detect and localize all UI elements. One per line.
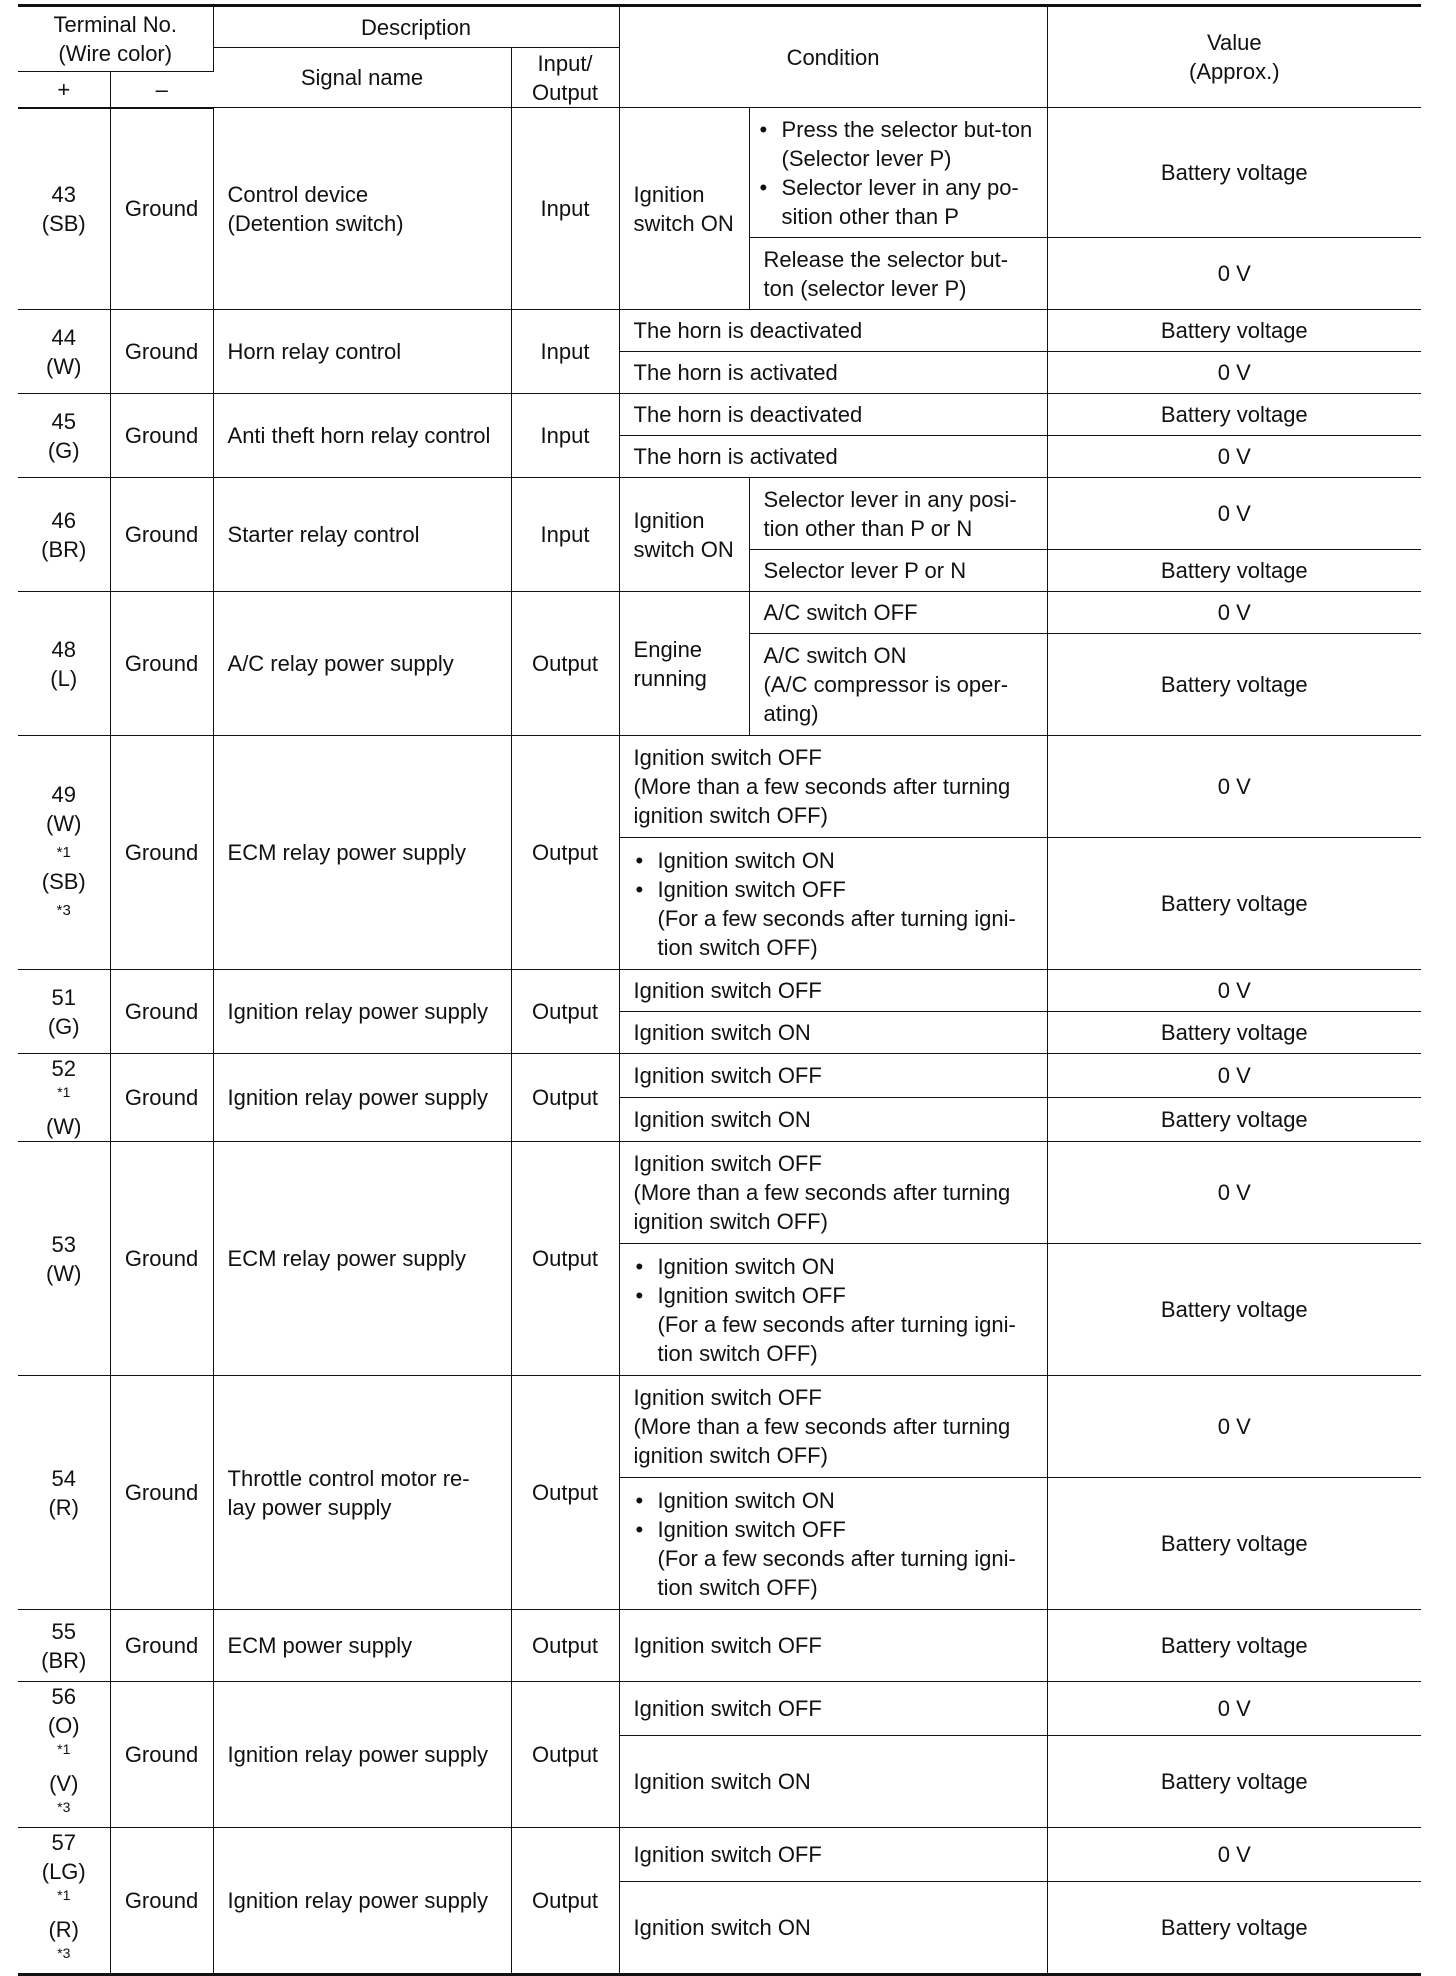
- value-cell: 0 V: [1047, 1054, 1421, 1098]
- condition-cell: Ignition switch OFF: [619, 970, 1047, 1012]
- value-cell: 0 V: [1047, 1828, 1421, 1882]
- bullet-item: • Ignition switch OFF: [658, 1281, 1041, 1310]
- bullet-item: • Ignition switch OFF: [658, 1515, 1041, 1544]
- bullet-item: • Ignition switch OFF: [658, 875, 1041, 904]
- signal-cell: Control device (Detention switch): [213, 108, 511, 310]
- table-row: [18, 1610, 1421, 1682]
- value-cell: Battery voltage: [1047, 1244, 1421, 1376]
- bullet-item: • Ignition switch ON: [658, 1486, 1041, 1515]
- header-signal-name: Signal name: [213, 48, 511, 108]
- value-cell: Battery voltage: [1047, 1012, 1421, 1054]
- signal-cell: Ignition relay power supply: [213, 1828, 511, 1975]
- condition-sub-cell: Selector lever in any posi- tion other than P or N: [749, 478, 1047, 550]
- io-cell: Input: [511, 108, 619, 310]
- signal-cell: Anti theft horn relay control: [213, 394, 511, 478]
- condition-cell: Ignition switch OFF: [619, 1610, 1047, 1682]
- condition-sub-cell: A/C switch ON (A/C compressor is oper- ating): [749, 634, 1047, 736]
- ground-cell: Ground: [110, 310, 213, 394]
- io-cell: Output: [511, 592, 619, 736]
- condition-sub-cell: Selector lever P or N: [749, 550, 1047, 592]
- terminal-cell: 45 (G): [18, 394, 110, 478]
- io-cell: Output: [511, 736, 619, 970]
- value-cell: 0 V: [1047, 736, 1421, 838]
- condition-cell: Ignition switch OFF: [619, 1054, 1047, 1098]
- terminal-cell: 43 (SB): [18, 108, 110, 310]
- terminal-table-sheet: [18, 4, 1421, 1976]
- value-cell: 0 V: [1047, 436, 1421, 478]
- header-value: Value (Approx.): [1047, 6, 1421, 108]
- signal-cell: ECM power supply: [213, 1610, 511, 1682]
- condition-sub-cell: [749, 108, 1047, 238]
- table-row: [18, 310, 1421, 352]
- value-cell: Battery voltage: [1047, 1098, 1421, 1142]
- bullet-item: • Press the selector but-ton (Selector lever P): [782, 115, 1041, 173]
- terminal-cell: 48 (L): [18, 592, 110, 736]
- condition-cell: Ignition switch ON: [619, 1735, 1047, 1827]
- terminal-cell: 52 $^{*1}$ (W): [18, 1054, 110, 1142]
- bullet-item: • Ignition switch ON: [658, 1252, 1041, 1281]
- ground-cell: Ground: [110, 394, 213, 478]
- value-cell: Battery voltage: [1047, 634, 1421, 736]
- value-cell: Battery voltage: [1047, 1610, 1421, 1682]
- value-cell: Battery voltage: [1047, 1478, 1421, 1610]
- terminal-cell: 57 (LG) $^{*1}$ (R) $^{*3}$: [18, 1828, 110, 1975]
- condition-main-cell: Ignition switch ON: [619, 108, 749, 310]
- signal-cell: Ignition relay power supply: [213, 1054, 511, 1142]
- table-row: [18, 1828, 1421, 1882]
- ground-cell: Ground: [110, 1682, 213, 1828]
- value-cell: Battery voltage: [1047, 108, 1421, 238]
- condition-cell: Ignition switch OFF (More than a few seconds after turning ignition switch OFF): [619, 1142, 1047, 1244]
- ground-cell: Ground: [110, 736, 213, 970]
- io-cell: Output: [511, 1828, 619, 1975]
- io-cell: Output: [511, 1682, 619, 1828]
- value-cell: Battery voltage: [1047, 310, 1421, 352]
- table-row: [18, 1142, 1421, 1244]
- terminal-cell: 49 (W) *1 (SB) *3: [18, 736, 110, 970]
- ground-cell: Ground: [110, 108, 213, 310]
- table-row: [18, 478, 1421, 550]
- condition-main-cell: Engine running: [619, 592, 749, 736]
- value-cell: 0 V: [1047, 1376, 1421, 1478]
- table-row: [18, 1682, 1421, 1736]
- io-cell: Output: [511, 1142, 619, 1376]
- terminal-cell: 53 (W): [18, 1142, 110, 1376]
- value-cell: 0 V: [1047, 478, 1421, 550]
- value-cell: 0 V: [1047, 970, 1421, 1012]
- signal-cell: ECM relay power supply: [213, 1142, 511, 1376]
- io-cell: Output: [511, 1054, 619, 1142]
- condition-cell: Ignition switch OFF: [619, 1828, 1047, 1882]
- value-cell: 0 V: [1047, 1142, 1421, 1244]
- header-description: Description: [213, 6, 619, 48]
- terminal-cell: 56 (O) $^{*1}$ (V) $^{*3}$: [18, 1682, 110, 1828]
- condition-cell: Ignition switch OFF: [619, 1682, 1047, 1736]
- signal-cell: Horn relay control: [213, 310, 511, 394]
- bullet-item: • Selector lever in any po-sition other than P: [782, 173, 1041, 231]
- condition-cell: Ignition switch ON: [619, 1012, 1047, 1054]
- condition-cell: • Ignition switch ON • Ignition switch OFF (For a few seconds after turning igni- tion switch OFF): [619, 1244, 1047, 1376]
- condition-cell: Ignition switch OFF (More than a few seconds after turning ignition switch OFF): [619, 1376, 1047, 1478]
- table-row: [18, 736, 1421, 838]
- signal-cell: Ignition relay power supply: [213, 970, 511, 1054]
- ground-cell: Ground: [110, 970, 213, 1054]
- value-cell: Battery voltage: [1047, 1882, 1421, 1975]
- bullet-item: • Ignition switch ON: [658, 846, 1041, 875]
- table-row: [18, 592, 1421, 634]
- value-cell: Battery voltage: [1047, 1735, 1421, 1827]
- ground-cell: Ground: [110, 1376, 213, 1610]
- condition-cell: • Ignition switch ON • Ignition switch OFF (For a few seconds after turning igni- tion switch OFF): [619, 1478, 1047, 1610]
- header-terminal-no: Terminal No. (Wire color): [18, 6, 213, 72]
- table-row: [18, 394, 1421, 436]
- signal-cell: Ignition relay power supply: [213, 1682, 511, 1828]
- condition-cell: Ignition switch OFF (More than a few seconds after turning ignition switch OFF): [619, 736, 1047, 838]
- header-plus: +: [18, 72, 110, 108]
- condition-main-cell: Ignition switch ON: [619, 478, 749, 592]
- condition-sub-cell: A/C switch OFF: [749, 592, 1047, 634]
- io-cell: Input: [511, 310, 619, 394]
- value-cell: 0 V: [1047, 592, 1421, 634]
- io-cell: Input: [511, 394, 619, 478]
- ground-cell: Ground: [110, 1828, 213, 1975]
- table-row: [18, 1376, 1421, 1478]
- value-cell: Battery voltage: [1047, 838, 1421, 970]
- terminal-cell: 55 (BR): [18, 1610, 110, 1682]
- io-cell: Output: [511, 1376, 619, 1610]
- header-condition: Condition: [619, 6, 1047, 108]
- value-cell: 0 V: [1047, 238, 1421, 310]
- condition-cell: Ignition switch ON: [619, 1882, 1047, 1975]
- io-cell: Output: [511, 970, 619, 1054]
- signal-cell: ECM relay power supply: [213, 736, 511, 970]
- table-row: [18, 970, 1421, 1012]
- terminal-cell: 51 (G): [18, 970, 110, 1054]
- condition-cell: The horn is deactivated: [619, 310, 1047, 352]
- terminal-table: [18, 4, 1421, 1976]
- ground-cell: Ground: [110, 592, 213, 736]
- header-input-output: Input/ Output: [511, 48, 619, 108]
- header-minus: –: [110, 72, 213, 108]
- condition-cell: The horn is deactivated: [619, 394, 1047, 436]
- value-cell: Battery voltage: [1047, 550, 1421, 592]
- terminal-cell: 44 (W): [18, 310, 110, 394]
- ground-cell: Ground: [110, 478, 213, 592]
- io-cell: Input: [511, 478, 619, 592]
- ground-cell: Ground: [110, 1054, 213, 1142]
- condition-sub-cell: Release the selector but- ton (selector lever P): [749, 238, 1047, 310]
- condition-cell: The horn is activated: [619, 352, 1047, 394]
- terminal-cell: 54 (R): [18, 1376, 110, 1610]
- value-cell: 0 V: [1047, 1682, 1421, 1736]
- io-cell: Output: [511, 1610, 619, 1682]
- value-cell: 0 V: [1047, 352, 1421, 394]
- condition-cell: Ignition switch ON: [619, 1098, 1047, 1142]
- signal-cell: A/C relay power supply: [213, 592, 511, 736]
- condition-cell: The horn is activated: [619, 436, 1047, 478]
- table-row: [18, 108, 1421, 238]
- signal-cell: Throttle control motor re- lay power supply: [213, 1376, 511, 1610]
- value-cell: Battery voltage: [1047, 394, 1421, 436]
- condition-cell: • Ignition switch ON • Ignition switch OFF (For a few seconds after turning igni- tion switch OFF): [619, 838, 1047, 970]
- signal-cell: Starter relay control: [213, 478, 511, 592]
- table-row: [18, 1054, 1421, 1098]
- ground-cell: Ground: [110, 1610, 213, 1682]
- ground-cell: Ground: [110, 1142, 213, 1376]
- terminal-cell: 46 (BR): [18, 478, 110, 592]
